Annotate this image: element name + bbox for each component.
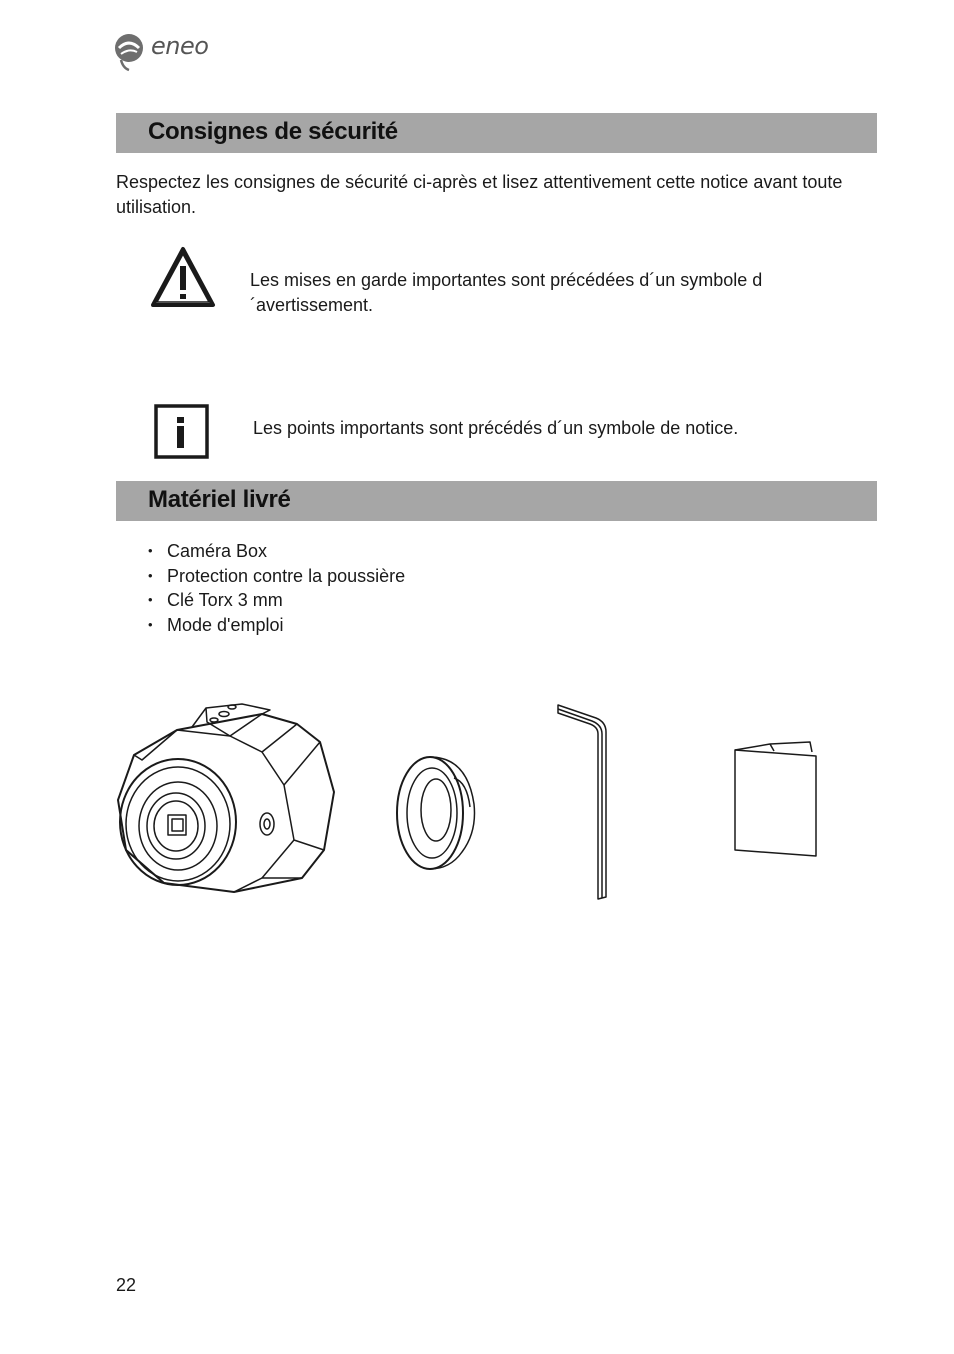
manual-illustration xyxy=(730,738,822,862)
list-item: • Caméra Box xyxy=(148,539,405,564)
info-text: Les points importants sont précédés d´un symbole de notice. xyxy=(253,418,739,438)
eneo-logo xyxy=(113,30,223,72)
list-item: • Protection contre la poussière xyxy=(148,564,405,589)
warning-text: Les mises en garde importantes sont précédées d´un symbole d´avertissement. xyxy=(250,270,763,315)
section-header-safety xyxy=(116,113,877,153)
section-title: Matériel livré xyxy=(148,486,291,513)
logo-text: eneo xyxy=(151,32,209,60)
dust-protection-illustration xyxy=(392,752,482,874)
torx-key-illustration xyxy=(552,702,614,904)
section-header-delivery xyxy=(116,481,877,521)
section-title: Consignes de sécurité xyxy=(148,118,398,145)
warning-icon xyxy=(150,246,216,308)
page-number: 22 xyxy=(116,1275,137,1295)
info-icon xyxy=(154,404,210,459)
safety-intro: Respectez les consignes de sécurité ci-après et lisez attentivement cette notice avant toute utilisation. xyxy=(116,172,843,217)
list-item: • Clé Torx 3 mm xyxy=(148,588,405,613)
eneo-logo-icon xyxy=(113,30,149,72)
list-item: • Mode d'emploi xyxy=(148,613,405,638)
delivery-list xyxy=(148,539,405,637)
camera-box-illustration xyxy=(112,700,342,910)
